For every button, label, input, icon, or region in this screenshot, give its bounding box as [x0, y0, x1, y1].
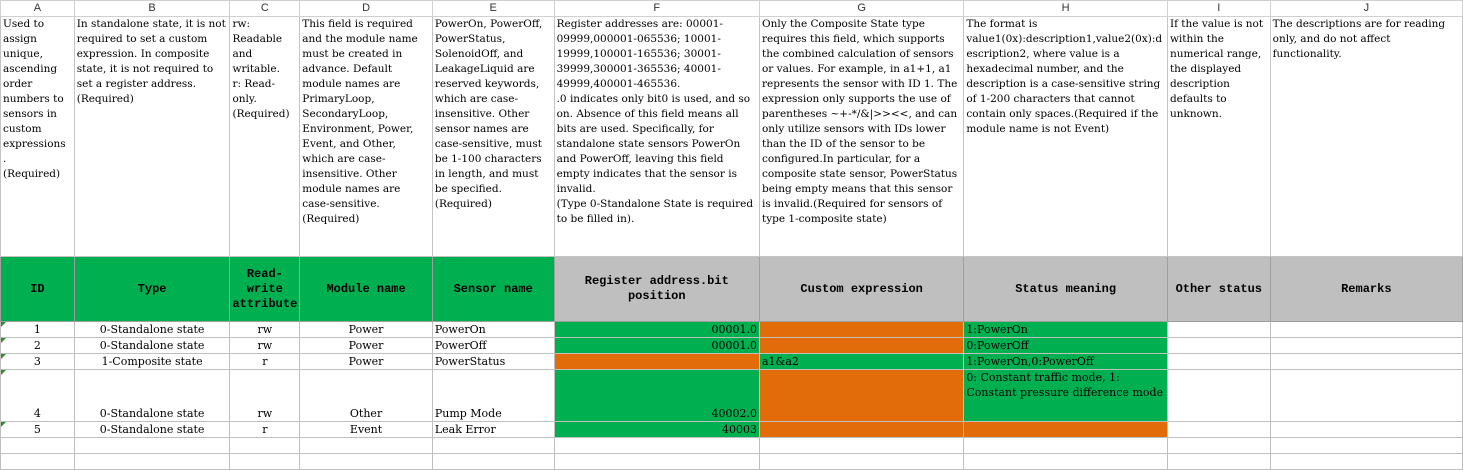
header-type[interactable]: Type [74, 257, 230, 322]
cell-custom-expression[interactable]: a1&a2 [759, 354, 963, 370]
cell-other-status[interactable] [1167, 338, 1270, 354]
cell-module[interactable]: Event [300, 422, 433, 438]
cell-rw[interactable]: rw [230, 370, 300, 422]
header-remarks[interactable]: Remarks [1270, 257, 1462, 322]
cell-rw[interactable]: rw [230, 322, 300, 338]
description-cell-j[interactable]: The descriptions are for reading only, and do not affect functionality. [1270, 17, 1462, 257]
empty-cell[interactable] [74, 438, 230, 454]
header-register[interactable]: Register address.bit position [554, 257, 759, 322]
cell-type[interactable]: 0-Standalone state [74, 338, 230, 354]
table-row [1, 322, 1463, 338]
cell-remarks[interactable] [1270, 422, 1462, 438]
cell-status-meaning[interactable]: 0:PowerOff [964, 338, 1168, 354]
cell-id[interactable]: 3 [1, 354, 75, 370]
cell-custom-expression[interactable] [759, 338, 963, 354]
description-cell-b[interactable]: In standalone state, it is not required to set a custom expression. In composite state, it is not required to set a register address. (Required) [74, 17, 230, 257]
column-header-d[interactable]: D [300, 1, 433, 17]
empty-cell[interactable] [1270, 454, 1462, 470]
header-status-meaning[interactable]: Status meaning [964, 257, 1168, 322]
cell-type[interactable]: 0-Standalone state [74, 322, 230, 338]
column-header-c[interactable]: C [230, 1, 300, 17]
empty-cell[interactable] [1167, 438, 1270, 454]
empty-cell[interactable] [300, 454, 433, 470]
empty-cell[interactable] [554, 454, 759, 470]
empty-cell[interactable] [964, 454, 1168, 470]
description-cell-a[interactable]: Used to assign unique, ascending order numbers to sensors in custom expressions . (Required) [1, 17, 75, 257]
comment-marker-icon [1, 354, 6, 359]
cell-module[interactable]: Power [300, 322, 433, 338]
cell-status-meaning[interactable]: 1:PowerOn [964, 322, 1168, 338]
cell-custom-expression[interactable] [759, 322, 963, 338]
cell-other-status[interactable] [1167, 322, 1270, 338]
column-header-row [1, 1, 1463, 17]
cell-other-status[interactable] [1167, 354, 1270, 370]
column-header-a[interactable]: A [1, 1, 75, 17]
cell-sensor[interactable]: PowerOff [432, 338, 554, 354]
field-header-row [1, 257, 1463, 322]
description-cell-c[interactable]: rw: Readable and writable. r: Read- only. (Required) [230, 17, 300, 257]
description-row [1, 17, 1463, 257]
cell-status-meaning[interactable]: 1:PowerOn,0:PowerOff [964, 354, 1168, 370]
cell-type[interactable]: 0-Standalone state [74, 370, 230, 422]
cell-id[interactable]: 5 [1, 422, 75, 438]
cell-type[interactable]: 1-Composite state [74, 354, 230, 370]
header-id[interactable]: ID [1, 257, 75, 322]
empty-row [1, 438, 1463, 454]
cell-sensor[interactable]: Pump Mode [432, 370, 554, 422]
empty-cell[interactable] [964, 438, 1168, 454]
header-custom-expression[interactable]: Custom expression [759, 257, 963, 322]
column-header-g[interactable]: G [759, 1, 963, 17]
description-cell-f[interactable]: Register addresses are: 00001-09999,000001-065536; 10001-19999,100001-165536; 30001-39999,300001-365536; 40001-49999,400001-465536. .0 indicates only bit0 is used, and so on. Absence of this field means all bits are used. Specifically, for standalone state sensors PowerOn and PowerOff, leaving this field empty indicates that the sensor is invalid. (Type 0-Standalone State is required to be filled in). [554, 17, 759, 257]
comment-marker-icon [1, 370, 6, 375]
cell-type[interactable]: 0-Standalone state [74, 422, 230, 438]
header-sensor[interactable]: Sensor name [432, 257, 554, 322]
cell-register[interactable]: 00001.0 [554, 322, 759, 338]
description-cell-h[interactable]: The format is value1(0x):description1,value2(0x):description2, where value is a hexadecimal number, and the description is a case-sensitive string of 1-200 characters that cannot contain only spaces.(Required if the module name is not Event) [964, 17, 1168, 257]
cell-rw[interactable]: rw [230, 338, 300, 354]
column-header-f[interactable]: F [554, 1, 759, 17]
cell-custom-expression[interactable] [759, 370, 963, 422]
empty-cell[interactable] [1, 454, 75, 470]
description-cell-d[interactable]: This field is required and the module name must be created in advance. Default module names are PrimaryLoop, SecondaryLoop, Environment, Power, Event, and Other, which are case-insensitive. Other module names are case-sensitive. (Required) [300, 17, 433, 257]
header-module[interactable]: Module name [300, 257, 433, 322]
cell-register[interactable] [554, 354, 759, 370]
cell-other-status[interactable] [1167, 370, 1270, 422]
cell-status-meaning[interactable]: 0: Constant traffic mode, 1: Constant pressure difference mode [964, 370, 1168, 422]
cell-status-meaning[interactable] [964, 422, 1168, 438]
column-header-e[interactable]: E [432, 1, 554, 17]
empty-cell[interactable] [230, 438, 300, 454]
cell-rw[interactable]: r [230, 422, 300, 438]
cell-id[interactable]: 1 [1, 322, 75, 338]
cell-other-status[interactable] [1167, 422, 1270, 438]
cell-remarks[interactable] [1270, 370, 1462, 422]
empty-cell[interactable] [230, 454, 300, 470]
cell-sensor[interactable]: Leak Error [432, 422, 554, 438]
column-header-h[interactable]: H [964, 1, 1168, 17]
cell-remarks[interactable] [1270, 354, 1462, 370]
empty-cell[interactable] [432, 438, 554, 454]
description-cell-e[interactable]: PowerOn, PowerOff, PowerStatus, SolenoidOff, and LeakageLiquid are reserved keywords, which are case-insensitive. Other sensor names are case-sensitive, must be 1-100 characters in length, and must be specified. (Required) [432, 17, 554, 257]
column-header-b[interactable]: B [74, 1, 230, 17]
cell-custom-expression[interactable] [759, 422, 963, 438]
cell-remarks[interactable] [1270, 338, 1462, 354]
empty-cell[interactable] [554, 438, 759, 454]
header-rw[interactable]: Read-write attribute [230, 257, 300, 322]
empty-cell[interactable] [1, 438, 75, 454]
empty-cell[interactable] [759, 438, 963, 454]
cell-remarks[interactable] [1270, 322, 1462, 338]
comment-marker-icon [1, 422, 6, 427]
table-row [1, 370, 1463, 422]
comment-marker-icon [1, 322, 6, 327]
column-header-j[interactable]: J [1270, 1, 1462, 17]
header-other-status[interactable]: Other status [1167, 257, 1270, 322]
empty-cell[interactable] [1270, 438, 1462, 454]
table-row [1, 354, 1463, 370]
empty-cell[interactable] [759, 454, 963, 470]
table-row [1, 338, 1463, 354]
comment-marker-icon [1, 338, 6, 343]
cell-register[interactable]: 00001.0 [554, 338, 759, 354]
cell-module[interactable]: Other [300, 370, 433, 422]
cell-rw[interactable]: r [230, 354, 300, 370]
cell-module[interactable]: Power [300, 354, 433, 370]
table-row [1, 422, 1463, 438]
cell-id[interactable]: 4 [1, 370, 75, 422]
empty-cell[interactable] [74, 454, 230, 470]
cell-id[interactable]: 2 [1, 338, 75, 354]
column-header-i[interactable]: I [1167, 1, 1270, 17]
empty-cell[interactable] [300, 438, 433, 454]
description-cell-i[interactable]: If the value is not within the numerical range, the displayed description defaults to unknown. [1167, 17, 1270, 257]
empty-cell[interactable] [1167, 454, 1270, 470]
cell-sensor[interactable]: PowerStatus [432, 354, 554, 370]
empty-row [1, 454, 1463, 470]
cell-register[interactable]: 40002.0 [554, 370, 759, 422]
cell-sensor[interactable]: PowerOn [432, 322, 554, 338]
empty-cell[interactable] [432, 454, 554, 470]
cell-register[interactable]: 40003 [554, 422, 759, 438]
description-cell-g[interactable]: Only the Composite State type requires this field, which supports the combined calculation of sensors or values. For example, in a1+1, a1 represents the sensor with ID 1. The expression only supports the use of parentheses ~+-*/&|>><<, and can only utilize sensors with IDs lower than the ID of the sensor to be configured.In particular, for a composite state sensor, PowerStatus being empty means that this sensor is invalid.(Required for sensors of type 1-composite state) [759, 17, 963, 257]
cell-module[interactable]: Power [300, 338, 433, 354]
